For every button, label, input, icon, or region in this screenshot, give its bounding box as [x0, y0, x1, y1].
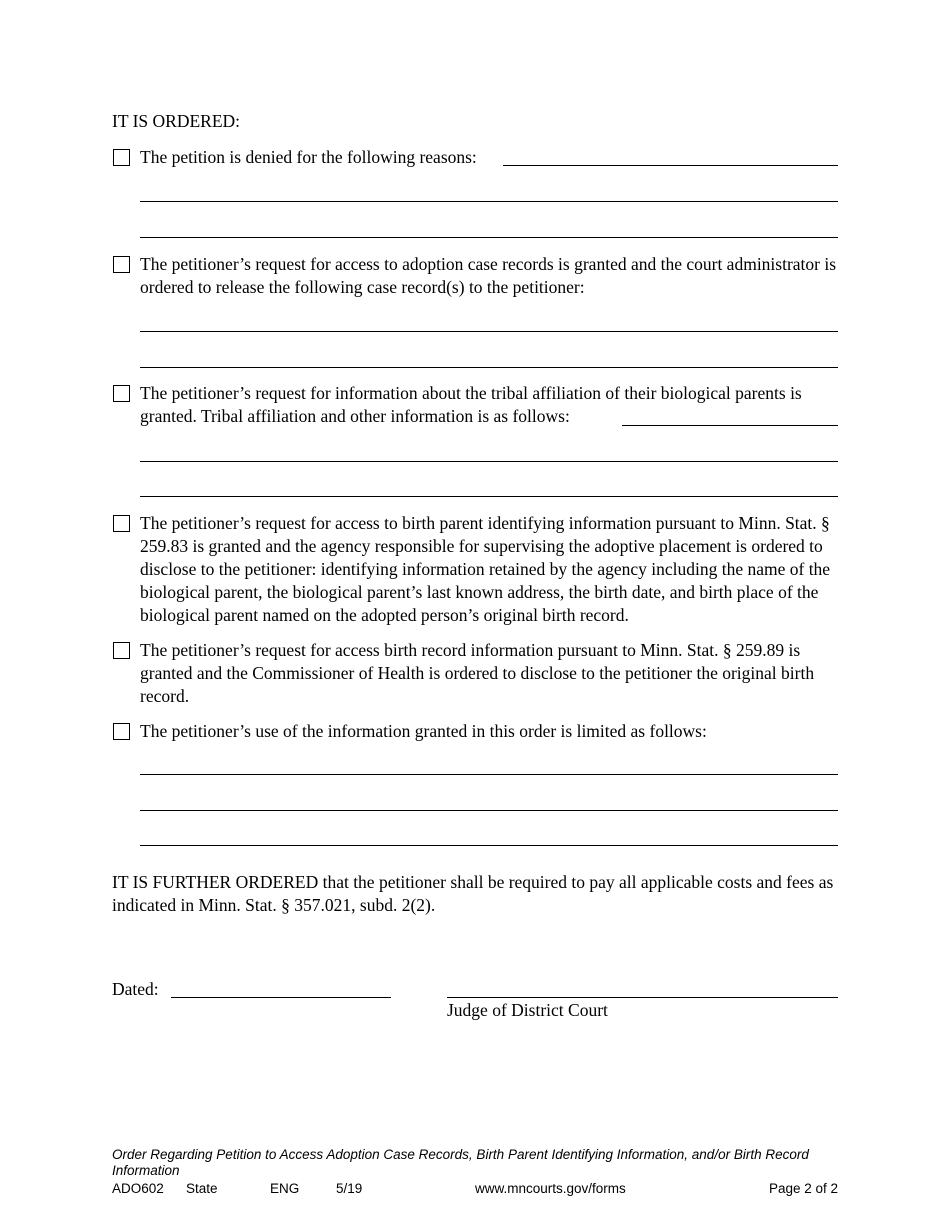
use-limited-field-2[interactable]: [140, 810, 838, 811]
tribal-affiliation-checkbox[interactable]: [113, 385, 130, 402]
case-records-field-2[interactable]: [140, 367, 838, 368]
case-records-field-1[interactable]: [140, 331, 838, 332]
footer-website-link[interactable]: www.mncourts.gov/forms: [475, 1181, 626, 1196]
birth-parent-info-checkbox[interactable]: [113, 515, 130, 532]
use-limited-text: The petitioner’s use of the information granted in this order is limited as follows:: [140, 721, 707, 741]
birth-record-text: The petitioner’s request for access birth record information pursuant to Minn. Stat. § 259.89 is granted and the Commissioner of Health is ordered to disclose to the petitioner the original birth record.: [140, 640, 815, 706]
birth-record-checkbox[interactable]: [113, 642, 130, 659]
tribal-affiliation-field-1[interactable]: [622, 425, 838, 426]
footer-language: ENG: [270, 1181, 300, 1196]
tribal-affiliation-text: The petitioner’s request for information about the tribal affiliation of their biological parents is granted. Tribal affiliation and other information is as follows:: [140, 383, 802, 426]
judge-signature-field[interactable]: [447, 997, 838, 998]
denied-checkbox[interactable]: [113, 149, 130, 166]
denied-text: The petition is denied for the following reasons:: [140, 147, 477, 167]
birth-parent-info-text: The petitioner’s request for access to birth parent identifying information pursuant to Minn. Stat. § 259.83 is granted and the agency responsible for supervising the adoptive placement is ordered to disclose to the petitioner: identifying information retained by the agency including the name of the biological parent, the biological parent’s last known address, the birth date, and birth place of the biological parent named on the adopted person’s original birth record.: [140, 513, 831, 625]
case-records-text: The petitioner’s request for access to adoption case records is granted and the court administrator is ordered to release the following case record(s) to the petitioner:: [140, 254, 837, 297]
order-heading: IT IS ORDERED:: [112, 111, 241, 131]
use-limited-field-1[interactable]: [140, 774, 838, 775]
denied-reason-field-1[interactable]: [503, 165, 838, 166]
denied-reason-field-3[interactable]: [140, 237, 838, 238]
judge-label: Judge of District Court: [447, 1000, 608, 1020]
further-ordered-text: IT IS FURTHER ORDERED that the petitioner shall be required to pay all applicable costs and fees as indicated in Minn. Stat. § 357.021, subd. 2(2).: [112, 872, 834, 915]
tribal-affiliation-field-2[interactable]: [140, 461, 838, 462]
use-limited-field-3[interactable]: [140, 845, 838, 846]
dated-field[interactable]: [171, 997, 391, 998]
dated-label: Dated:: [112, 979, 159, 999]
denied-reason-field-2[interactable]: [140, 201, 838, 202]
footer-form-title: Order Regarding Petition to Access Adoption Case Records, Birth Parent Identifying Information, and/or Birth Record Information: [112, 1147, 809, 1178]
tribal-affiliation-field-3[interactable]: [140, 496, 838, 497]
footer-page-number: Page 2 of 2: [768, 1181, 838, 1196]
use-limited-checkbox[interactable]: [113, 723, 130, 740]
footer-form-code: ADO602: [112, 1181, 164, 1196]
footer-revision: 5/19: [336, 1181, 363, 1196]
footer-jurisdiction: State: [186, 1181, 218, 1196]
case-records-checkbox[interactable]: [113, 256, 130, 273]
